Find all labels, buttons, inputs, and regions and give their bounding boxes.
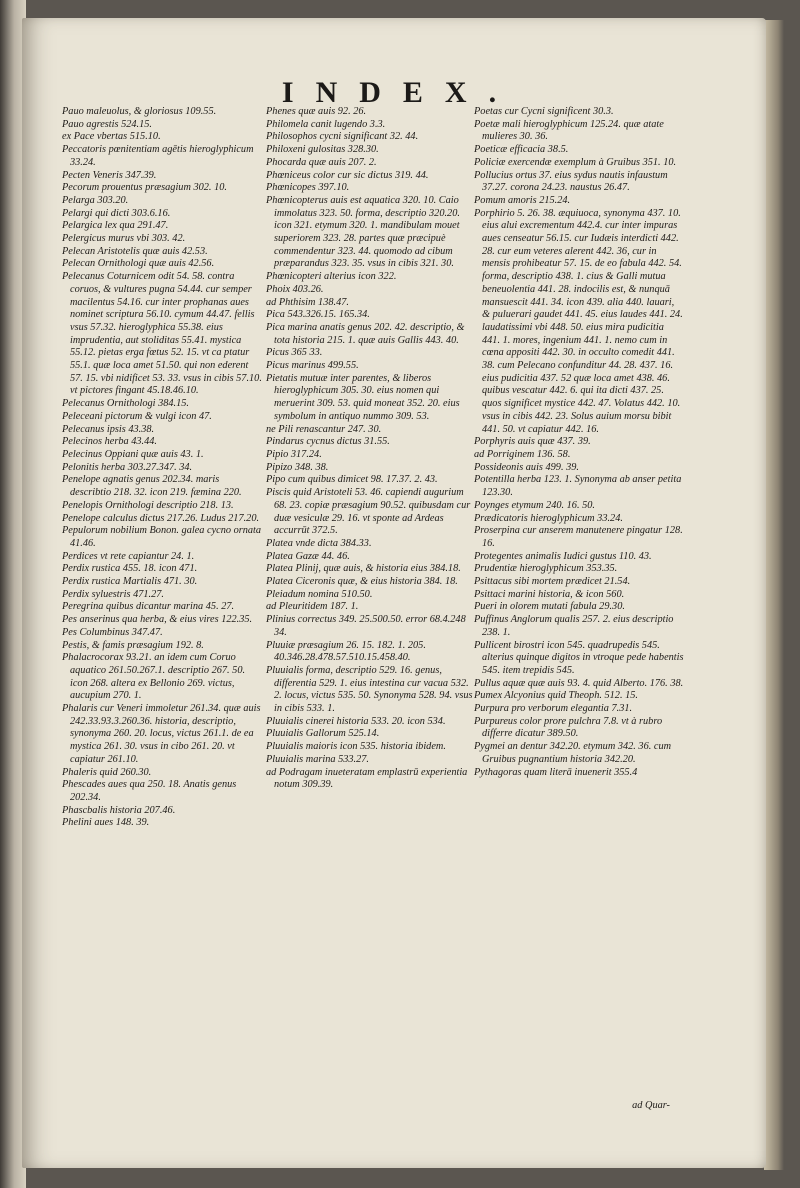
index-entry: ad Phthisim 138.47. [266,296,349,308]
index-entry: Phascbalis historia 207.46. [62,804,176,816]
index-entry: Picus marinus 499.55. [266,360,359,372]
index-entry: Pica marina anatis genus 202. 42. descriptio, & tota historia 215. 1. quæ auis Gallis 443. 40. [266,321,465,346]
index-entry: Pietatis mutuæ inter parentes, & liberos hieroglyphicum 305. 30. eius nomen qui meruerint 309. 53. quid moneat 352. 20. eius symbolum in antiquo nummo 309. 53. [266,372,460,422]
index-entry: Philoxeni gulositas 328.30. [266,144,379,156]
index-entry: Prudentiæ hieroglyphicum 353.35. [474,563,618,575]
index-entry: Platea vnde dicta 384.33. [266,537,372,549]
index-entry: Phœnicopterus auis est aquatica 320. 10. Caio immolatus 323. 50. forma, descriptio 320.20. icon 321. etymum 320. 1. mandibulam mouet superiorem 323. 28. partes quæ præcipuè commendentur 323. 44. quomodo ad cibum præparandus 323. 35. vsus in cibis 321. 30. [266,194,460,270]
index-entry: Plinius correctus 349. 25.500.50. error 68.4.248 34. [266,614,466,638]
index-entry: Penelope agnatis genus 202.34. maris describtio 218. 32. icon 219. fæmina 220. [62,474,242,499]
index-entry: Peccatoris pœnitentiam agētis hieroglyphicum 33.24. [62,144,254,168]
index-entry: Policiæ exercendæ exemplum à Gruibus 351. 10. [474,156,677,168]
index-entry: Phenes quæ auis 92. 26. [266,106,367,117]
page-title: INDEX. [281,76,519,109]
index-entry: Possideonis auis 499. 39. [474,461,579,473]
index-entry: Pipizo 348. 38. [266,461,329,473]
index-entry: Perdix syluestris 471.27. [62,588,165,600]
index-entry: Phœnicopteri alterius icon 322. [266,271,397,283]
index-entry: Pelecanus Coturnicem odit 54. 58. contra coruos, & vultures pugna 54.44. cur semper macilentus 54.16. cur inter prophanas aues nominet scriptura 56.10. cymum 44.47. fellis vsus 57.32. hieroglyphica 55.38. eius imprudentia, aut stoliditas 55.41. mystica 55.12. pietas erga fœtus 52. 15. vt ca ptatur 55.1. quæ loca amet 51.50. qui non ederent 57. 15. vbi nidificet 53. 33. vsus in cibis 57.10. vt pictores fingant 45.18.46.10. [62,271,262,397]
index-entry: Pelarga 303.20. [62,194,129,206]
index-entry: Potentilla herba 123. 1. Synonyma ab anser petita 123.30. [474,474,682,499]
index-entry: ad Porriginem 136. 58. [474,448,571,460]
index-entry: Picus 365 33. [266,347,323,359]
index-entry: Pelecanus ipsis 43.38. [62,423,155,435]
index-entry: Poynges etymum 240. 16. 50. [474,499,595,511]
index-entry: Philosophos cycni significant 32. 44. [266,131,419,143]
index-entry: Phœniceus color cur sic dictus 319. 44. [266,169,429,181]
index-entry: Pes anserinus qua herba, & eius vires 122.35. [62,614,253,626]
index-entry: Pepulorum nobilium Bonon. galea cycno ornata 41.46. [62,525,262,549]
index-entry: Pelonitis herba 303.27.347. 34. [62,461,193,473]
index-entry: Pelargi qui dicti 303.6.16. [62,207,171,219]
index-entry: Prædicatoris hieroglyphicum 33.24. [474,512,623,524]
index-entry: Pomum amoris 215.24. [474,194,571,206]
index-entry: Pica 543.326.15. 165.34. [266,309,370,321]
index-entry: Pipo cum quibus dimicet 98. 17.37. 2. 43. [266,474,438,486]
page-edge [764,20,784,1170]
index-column-3 [474,106,684,779]
index-entry: Poetæ mali hieroglyphicum 125.24. quæ atate mulieres 30. 36. [474,118,664,143]
index-entry: Pelecinus Oppiani quæ auis 43. 1. [62,448,204,460]
index-entry: Pecorum prouentus præsagium 302. 10. [62,182,227,194]
index-entry: Perdix rustica Martialis 471. 30. [62,576,198,588]
index-entry: Purpura pro verborum elegantia 7.31. [474,703,633,715]
index-entry: Pelargica lex qua 291.47. [62,220,169,232]
index-entry: Platea Plinij, quæ auis, & historia eius 384.18. [266,563,461,575]
index-entry: Pythagoras quam literā inuenerit 355.4 [474,766,638,778]
index-entry: Pluuialis maioris icon 535. historia ibidem. [266,741,446,753]
index-entry: Perdices vt rete capiantur 24. 1. [62,550,195,562]
index-entry: Psittaci marini historia, & icon 560. [474,588,625,600]
index-entry: ad Podragam inueteratam emplastrū experientia notum 309.39. [266,766,468,791]
catchword: ad Quar- [632,1100,670,1111]
index-entry: Porphirio 5. 26. 38. æquiuoca, synonyma 437. 10. eius alui excrementum 442.4. cur inter impuras aues censeatur 56.15. cur Iudæis interdicti 442. 28. cur eum veteres alerent 442. 36, cur in mensis prohibeatur 57. 15. de eo fabula 442. 54. forma, descriptio 438. 1. cius & Galli mutua beneuolentia 441. 28. indocilis est, & nunquā mansuescit 441. 34. icon 439. alia 440. lauari, & puluerari gaudet 441. 45. eius laudes 441. 24. laudatissimi vbi 448. 50. eius mira pudicitia 441. 1. mores, ingenium 441. 1. nemo cum in cœna appositi 442. 30. in occulto comedit 441. 38. cum Pelecano confunditur 44. 28. 437. 16. eius pudicitia 437. 52 quæ loca amet 438. 46. quibus vescatur 442. 6. qui ita dicti 437. 25. quos significet mystice 442. 47. Volatus 442. 10. vsus in cibis 442. 23. Solus auium morsu bibit 441. 50. vt capiatur 442. 16. [474,207,683,435]
index-entry: Pelergicus murus vbi 303. 42. [62,233,186,245]
index-entry: Pelecan Aristotelis quæ auis 42.53. [62,245,208,257]
index-column-2 [266,106,476,792]
index-entry: Pullus aquæ quæ auis 93. 4. quid Alberto. 176. 38. [474,677,684,689]
index-entry: Pindarus cycnus dictus 31.55. [266,436,390,448]
index-entry: Phœnicopes 397.10. [266,182,350,194]
index-entry: Protegentes animalis Iudici gustus 110. 43. [474,550,652,562]
index-entry: Pygmei an dentur 342.20. etymum 342. 36. cum Gruibus pugnantium historia 342.20. [474,741,672,765]
index-entry: Proserpina cur anserem manutenere pingatur 128. 16. [474,525,683,549]
index-entry: Pueri in olorem mutati fabula 29.30. [474,601,625,613]
index-entry: Pluuialis cinerei historia 533. 20. icon 534. [266,715,446,727]
index-entry: Phescades aues qua 250. 18. Anatis genus 202.34. [62,779,237,803]
index-entry: Pumex Alcyonius quid Theoph. 512. 15. [474,690,638,702]
index-entry: Penelopis Ornithologi descriptio 218. 13. [62,499,234,511]
index-entry: Poeticæ efficacia 38.5. [474,144,569,156]
index-entry: Peregrina quibus dicantur marina 45. 27. [62,601,235,613]
index-entry: Pluuiæ præsagium 26. 15. 182. 1. 205. 40.346.28.478.57.510.15.458.40. [266,639,426,664]
index-entry: Perdix rustica 455. 18. icon 471. [62,563,198,575]
index-entry: Pelecan Ornithologi quæ auis 42.56. [62,258,215,270]
index-column-1 [62,106,262,830]
index-entry: Pestis, & famis præsagium 192. 8. [62,639,204,651]
index-entry: Puffinus Anglorum qualis 257. 2. eius descriptio 238. 1. [474,614,674,638]
index-entry: Pecten Veneris 347.39. [62,169,157,181]
index-entry: Philomela canit lugendo 3.3. [266,118,386,130]
index-entry: Pluuialis forma, descriptio 529. 16. genus, differentia 529. 1. eius intestina cur vacua 532. 2. locus, victus 535. 50. Synonyma 528. 94. vsus in cibis 533. 1. [266,664,473,715]
index-entry: ex Pace vbertas 515.10. [62,131,161,143]
index-entry: Pluuialis marina 533.27. [266,753,369,765]
index-entry: Phelini aues 148. 39. [62,817,150,829]
index-entry: Pleiadum nomina 510.50. [266,588,373,600]
index-entry: Pluuialis Gallorum 525.14. [266,728,380,740]
index-entry: Platea Gazæ 44. 46. [266,550,350,562]
index-entry: ne Pili renascantur 247. 30. [266,423,382,435]
index-entry: Psittacus sibi mortem prædicet 21.54. [474,576,631,588]
index-entry: Pollucius ortus 37. eius sydus nautis infaustum 37.27. corona 24.23. naustus 26.47. [474,169,668,194]
index-entry: Pelecinos herba 43.44. [62,436,157,448]
index-entry: Peleceani pictorum & vulgi icon 47. [62,410,212,422]
index-entry: Phocarda quæ auis 207. 2. [266,156,377,168]
index-entry: Phalacrocorax 93.21. an idem cum Coruo aquatico 261.50.267.1. descriptio 267. 50. icon 268. altera ex Bellonio 269. victus, aucupium 270. 1. [62,652,246,702]
index-entry: Purpureus color prore pulchra 7.8. vt à rubro differre dicatur 389.50. [474,715,663,740]
index-entry: Phaleris quid 260.30. [62,766,152,778]
index-entry: Pes Columbinus 347.47. [62,626,163,638]
index-entry: Pauo maleuolus, & gloriosus 109.55. [62,106,217,117]
index-entry: Platea Ciceronis quæ, & eius historia 384. 18. [266,576,458,588]
index-entry: Pelecanus Ornithologi 384.15. [62,398,189,410]
index-entry: Phalaris cur Veneri immoletur 261.34. quæ auis 242.33.93.3.260.36. historia, descriptio, synonyma 260. 20. locus, victus 261.1. de ea mystica 261. 30. vsus in cibo 261. 20. vt capiatur 261.10. [62,703,261,765]
index-entry: Porphyris auis quæ 437. 39. [474,436,591,448]
index-entry: Pullicent birostri icon 545. quadrupedis 545. alterius quinque digitos in vtroque pede habentis 545. item trepidis 545. [474,639,684,676]
index-entry: Pipio 317.24. [266,448,322,460]
index-entry: Piscis quid Aristoteli 53. 46. capiendi augurium 68. 23. copiæ præsagium 90.52. quibusdam cur duæ vesiculæ 29. 16. vt sponte ad Ardeas accurrūt 372.5. [266,487,471,537]
index-entry: ad Pleuritidem 187. 1. [266,601,359,613]
index-entry: Poetas cur Cycni significent 30.3. [474,106,614,117]
index-entry: Pauo agrestis 524.15. [62,118,153,130]
index-entry: Phoix 403.26. [266,283,324,295]
index-entry: Penelope calculus dictus 217.26. Ludus 217.20. [62,512,260,524]
